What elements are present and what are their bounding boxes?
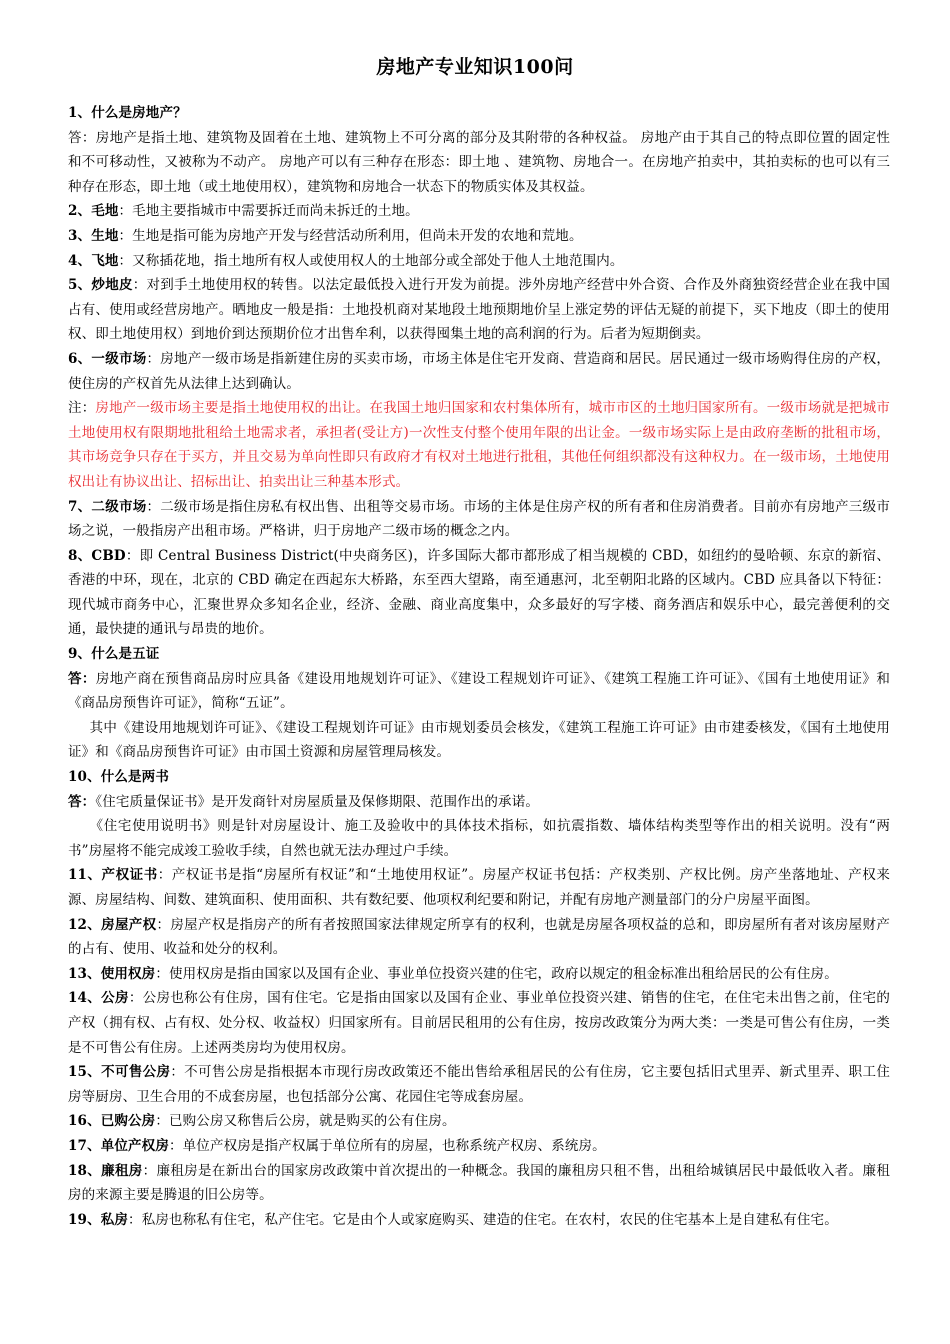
q4-entry <box>68 249 890 274</box>
q10-heading: 10、什么是两书 <box>68 769 169 786</box>
q8-term: 8、CBD <box>68 547 126 564</box>
q16-term: 16、已购公房 <box>68 1113 156 1130</box>
q6-entry <box>68 347 890 396</box>
q10-answer <box>68 790 890 815</box>
q6-note <box>68 396 890 494</box>
q3-entry <box>68 224 890 249</box>
q9-answer <box>68 667 890 716</box>
q18-definition: ：廉租房是在新出台的国家房改政策中首次提出的一种概念。我国的廉租房只租不售，出租给城镇居民中最低收入者。廉租房的来源主要是腾退的旧公房等。 <box>68 1162 890 1204</box>
q15-definition: ：不可售公房是指根据本市现行房改政策还不能出售给承租居民的公有住房，它主要包括旧式里弄、新式里弄、职工住房等厨房、卫生合用的不成套房屋，也包括部分公寓、花园住宅等成套房屋。 <box>68 1064 890 1105</box>
q1-answer: 答：房地产是指土地、建筑物及固着在土地、建筑物上不可分离的部分及其附带的各种权益。 房地产由于其自己的特点即位置的固定性和不可移动性，又被称为不动产。 房地产可以有三种存在形态：即土地 、建筑物、房地合一。在房地产拍卖中，其拍卖标的也可以有三种存在形态，即土地（或土地使用权），建筑物和房地合一状态下的物质实体及其权益。 <box>68 129 890 195</box>
document-body <box>68 101 890 1232</box>
q6-term: 6、一级市场 <box>68 350 147 367</box>
q4-definition: ：又称插花地，指土地所有权人或使用权人的土地部分或全部处于他人土地范围内。 <box>118 252 624 269</box>
q17-entry <box>68 1134 890 1159</box>
q6-note-highlight: 房地产一级市场主要是指土地使用权的出让。在我国土地归国家和农村集体所有，城市市区的土地归国家所有。一级市场就是把城市土地使用权有限期地批租给土地需求者，承担者(受让方)一次性支付整个使用年限的出让金。一级市场实际上是由政府垄断的批租市场，其市场竞争只存在于买方，并且交易为单向性即只有政府才有权对土地进行批租，其他任何组织都没有这种权力。在一级市场，土地使用权出让有协议出让、招标出让、拍卖出让三种基本形式。 <box>68 400 890 490</box>
q8-definition: ：即 Central Business District(中央商务区)，许多国际大都市都形成了相当规模的 CBD，如纽约的曼哈顿、东京的新宿、香港的中环，现在，北京的 CBD 确定在西起东大桥路，东至西大望路，南至通惠河，北至朝阳北路的区域内。CBD 应具备以下特征：现代城市商务中心，汇聚世界众多知名企业，经济、金融、商业高度集中，众多最好的写字楼、商务酒店和娱乐中心，最完善便利的交通，最快捷的通讯与昂贵的地价。 <box>68 547 890 638</box>
document-title: 房地产专业知识100问 <box>376 56 574 78</box>
q10-answer-continued: 《住宅使用说明书》则是针对房屋设计、施工及验收中的具体技术指标，如抗震指数、墙体结构类型等作出的相关说明。没有“两书”房屋将不能完成竣工验收手续，自然也就无法办理过户手续。 <box>68 818 890 859</box>
q5-definition: ：对到手土地使用权的转售。以法定最低投入进行开发为前提。涉外房地产经营中外合资、合作及外商独资经营企业在我中国占有、使用或经营房地产。晒地皮一般是指：土地投机商对某地段土地预期地价呈上涨定势的评估无疑的前提下，买下地皮（即土的使用权、即土地使用权）到地价到达预期价位才出售牟利，以获得囤集土地的高利润的行为。后者为短期倒卖。 <box>68 277 890 343</box>
q14-term: 14、公房 <box>68 990 129 1007</box>
q10-answer-label: 答： <box>68 793 96 810</box>
q13-term: 13、使用权房 <box>68 965 156 982</box>
q12-definition: ：房屋产权是指房产的所有者按照国家法律规定所享有的权利，也就是房屋各项权益的总和，即房屋所有者对该房屋财产的占有、使用、收益和处分的权利。 <box>68 916 890 958</box>
q13-definition: ：使用权房是指由国家以及国有企业、事业单位投资兴建的住宅，政府以规定的租金标准出租给居民的公有住房。 <box>155 965 838 982</box>
q18-term: 18、廉租房 <box>68 1162 143 1179</box>
q19-term: 19、私房 <box>68 1211 129 1228</box>
q10-answer-text: 《住宅质量保证书》是开发商针对房屋质量及保修期限、范围作出的承诺。 <box>95 793 540 810</box>
q9-answer-text: 房地产商在预售商品房时应具备《建设用地规划许可证》、《建设工程规划许可证》、《建筑工程施工许可证》、《国有土地使用证》和《商品房预售许可证》，简称“五证”。 <box>68 670 890 712</box>
q2-term: 2、毛地 <box>68 203 119 220</box>
q16-definition: ：已购公房又称售后公房，就是购买的公有住房。 <box>155 1113 456 1130</box>
q9-answer-label: 答： <box>68 670 96 687</box>
q9-answer-continued: 其中《建设用地规划许可证》、《建设工程规划许可证》由市规划委员会核发，《建筑工程施工许可证》由市建委核发，《国有土地使用证》和《商品房预售许可证》由市国土资源和房屋管理局核发。 <box>68 719 890 761</box>
q9-heading: 9、什么是五证 <box>68 646 160 663</box>
q5-entry <box>68 273 890 347</box>
q7-definition: ：二级市场是指住房私有权出售、出租等交易市场。市场的主体是住房产权的所有者和住房消费者。目前亦有房地产三级市场之说，一般指房产出租市场。严格讲，归于房地产二级市场的概念之内。 <box>68 498 890 540</box>
q2-entry <box>68 199 890 224</box>
q13-entry <box>68 962 890 987</box>
q18-entry <box>68 1159 890 1208</box>
q6-note-prefix: 注： <box>68 400 96 417</box>
q7-term: 7、二级市场 <box>68 498 147 515</box>
q8-entry <box>68 544 890 642</box>
q1-heading: 1、什么是房地产？ <box>68 105 187 121</box>
q7-entry <box>68 495 890 544</box>
q16-entry <box>68 1109 890 1134</box>
q15-entry <box>68 1060 890 1109</box>
q6-definition: ：房地产一级市场是指新建住房的买卖市场，市场主体是住宅开发商、营造商和居民。居民通过一级市场购得住房的产权，使住房的产权首先从法律上达到确认。 <box>68 350 890 392</box>
q3-term: 3、生地 <box>68 227 119 244</box>
q19-entry <box>68 1208 890 1233</box>
q14-definition: ：公房也称公有住房，国有住宅。它是指由国家以及国有企业、事业单位投资兴建、销售的住宅，在住宅未出售之前，住宅的产权（拥有权、占有权、处分权、收益权）归国家所有。目前居民租用的公有住房，按房改政策分为两大类：一类是可售公有住房，一类是不可售公有住房。上述两类房均为使用权房。 <box>68 990 890 1056</box>
q12-entry <box>68 913 890 962</box>
q2-definition: ：毛地主要指城市中需要拆迁而尚未拆迁的土地。 <box>118 203 419 220</box>
q17-definition: ：单位产权房是指产权属于单位所有的房屋，也称系统产权房、系统房。 <box>169 1137 606 1154</box>
q17-term: 17、单位产权房 <box>68 1137 169 1154</box>
q14-entry <box>68 986 890 1060</box>
q11-definition: ：产权证书是指“房屋所有权证”和“土地使用权证”。房屋产权证书包括：产权类别、产权比例。房产坐落地址、产权来源、房屋结构、间数、建筑面积、使用面积、共有数纪要、他项权利纪要和附记，并配有房地产测量部门的分户房屋平面图。 <box>68 867 890 908</box>
q11-term: 11、产权证书 <box>68 867 158 884</box>
q19-definition: ：私房也称私有住宅，私产住宅。它是由个人或家庭购买、建造的住宅。在农村，农民的住宅基本上是自建私有住宅。 <box>128 1211 838 1228</box>
q11-entry <box>68 863 890 912</box>
q4-term: 4、飞地 <box>68 252 119 269</box>
q15-term: 15、不可售公房 <box>68 1064 171 1081</box>
q3-definition: ：生地是指可能为房地产开发与经营活动所利用，但尚未开发的农地和荒地。 <box>118 227 583 244</box>
q5-term: 5、炒地皮 <box>68 277 133 294</box>
q12-term: 12、房屋产权 <box>68 916 157 933</box>
